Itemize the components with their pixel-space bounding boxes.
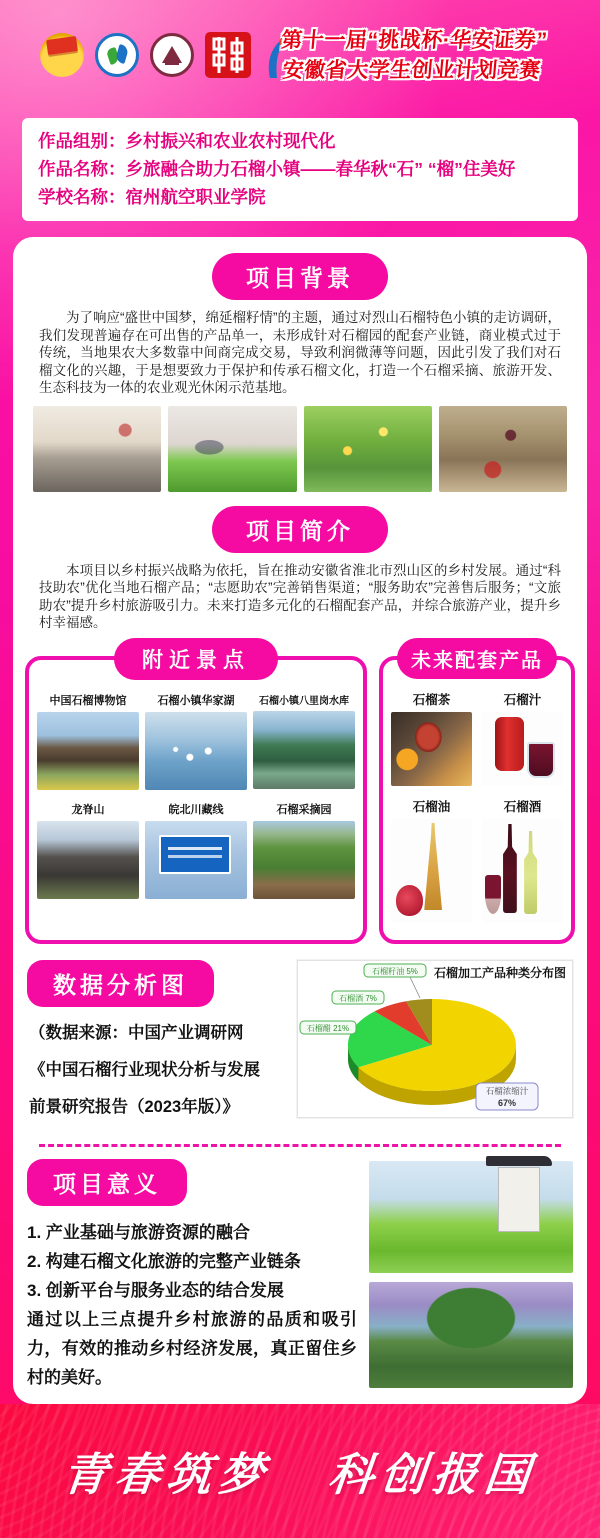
entry-group-label: 作品组别： bbox=[38, 131, 126, 151]
market-stall-photo bbox=[439, 406, 567, 492]
significance-text-column bbox=[27, 1159, 357, 1392]
entry-school-label: 学校名称： bbox=[38, 187, 126, 207]
entry-group-value: 乡村振兴和农业农村现代化 bbox=[125, 131, 336, 151]
attractions-grid bbox=[37, 690, 355, 899]
product-item bbox=[391, 688, 472, 786]
attraction-caption: 石榴小镇华家湖 bbox=[157, 694, 235, 707]
orchard-visit-photo bbox=[304, 406, 432, 492]
baligang-reservoir-photo bbox=[253, 711, 355, 789]
longji-mountain-photo bbox=[37, 821, 139, 899]
seal-pattern bbox=[208, 35, 248, 75]
product-item bbox=[391, 795, 472, 923]
project-background-text: 为了响应“盛世中国梦，绵延榴籽情”的主题，通过对烈山石榴特色小镇的走访调研，我们发现普遍存在可出售的产品单一，未形成针对石榴园的配套产业链，商业模式过于传统，当地果农大多数靠中间商完成交易，导致利润微薄等问题，因此引发了我们对石榴文化的兴趣，于是想要致力于保护和传承石榴文化，打造一个石榴采摘、旅游开发、生态科技为一体的农业观光休闲示范基地。 bbox=[39, 310, 561, 395]
attraction-caption: 皖北川藏线 bbox=[168, 803, 224, 816]
project-background-badge: 项目背景 bbox=[212, 253, 388, 300]
pie-chart-title: 石榴加工产品种类分布图 bbox=[433, 965, 566, 980]
farm-field-photo bbox=[369, 1282, 573, 1388]
pomegranate-fruit bbox=[396, 885, 424, 916]
attraction-item bbox=[37, 799, 139, 899]
attraction-item bbox=[145, 690, 247, 790]
significance-line-3: 3. 创新平台与服务业态的结合发展 bbox=[27, 1280, 284, 1300]
picking-garden-photo bbox=[253, 821, 355, 899]
entry-school-row bbox=[38, 183, 562, 211]
road-sign bbox=[159, 835, 230, 875]
significance-lines bbox=[27, 1218, 357, 1392]
main-content-panel bbox=[13, 237, 587, 1404]
wanbei-road-photo bbox=[145, 821, 247, 899]
products-grid bbox=[391, 688, 563, 923]
terrain-model-photo bbox=[168, 406, 296, 492]
pomegranate-wine-photo bbox=[482, 819, 563, 923]
red-wine-bottle bbox=[503, 824, 517, 913]
white-wine-bottle bbox=[524, 831, 537, 914]
product-item bbox=[482, 688, 563, 786]
entry-info-box bbox=[22, 118, 578, 221]
title-line-1: 第十一届“挑战杯·华安证券” bbox=[280, 29, 549, 52]
juice-can bbox=[495, 717, 524, 772]
oil-bottle bbox=[424, 823, 442, 910]
future-products-badge: 未来配套产品 bbox=[397, 638, 557, 679]
significance-summary: 通过以上三点提升乡村旅游的品质和吸引力，有效的推动乡村经济发展，真正留住乡村的美好。 bbox=[27, 1309, 357, 1387]
background-photo-row bbox=[33, 406, 567, 492]
callout-seed-oil-label: 石榴籽油 5% bbox=[372, 966, 418, 976]
huajia-lake-photo bbox=[145, 712, 247, 790]
callout-leader-line bbox=[410, 977, 420, 998]
significance-line-1: 1. 产业基础与旅游资源的融合 bbox=[27, 1222, 250, 1242]
product-item bbox=[482, 795, 563, 923]
entry-title-value: 乡旅融合助力石榴小镇——春华秋“石” “榴”住美好 bbox=[125, 159, 516, 179]
future-products-box bbox=[379, 649, 575, 944]
attraction-caption: 石榴小镇八里岗水库 bbox=[259, 695, 349, 707]
nearby-attractions-badge: 附近景点 bbox=[114, 638, 278, 680]
nearby-attractions-box bbox=[25, 648, 367, 944]
attraction-caption: 龙脊山 bbox=[71, 803, 105, 816]
pomegranate-town-illustration bbox=[369, 1161, 573, 1273]
red-seal-icon bbox=[205, 32, 251, 78]
juice-glass bbox=[527, 742, 555, 779]
entry-group-row bbox=[38, 127, 562, 155]
source-line-2: 《中国石榴行业现状分析与发展 bbox=[29, 1060, 260, 1079]
data-source-text bbox=[27, 1015, 287, 1126]
data-analysis-badge: 数据分析图 bbox=[27, 960, 214, 1007]
project-intro-text: 本项目以乡村振兴战略为依托，旨在推动安徽省淮北市烈山区的乡村发展。通过“科技助农”优化当地石榴产品；“志愿助农”完善销售渠道；“服务助农”完善售后服务；“文旅助农”提升乡村旅游吸引力。未来打造多元化的石榴配套产品，并综合旅游产业，提升乡村幸福感。 bbox=[39, 562, 561, 630]
data-analysis-section bbox=[27, 960, 573, 1126]
poster-header bbox=[0, 0, 600, 118]
town-tower bbox=[498, 1167, 541, 1232]
attraction-caption: 石榴采摘园 bbox=[276, 803, 332, 816]
entry-school-value: 宿州航空职业学院 bbox=[125, 187, 266, 207]
competition-logo-icon bbox=[95, 33, 139, 77]
product-caption: 石榴油 bbox=[412, 799, 451, 814]
significance-photo-column bbox=[369, 1161, 573, 1392]
project-intro-badge: 项目简介 bbox=[212, 506, 388, 553]
entry-title-label: 作品名称： bbox=[38, 159, 126, 179]
attraction-item bbox=[253, 690, 355, 790]
significance-line-2: 2. 构建石榴文化旅游的完整产业链条 bbox=[27, 1251, 301, 1271]
pomegranate-tea-photo bbox=[391, 712, 472, 786]
pie-chart bbox=[298, 961, 572, 1117]
competition-title bbox=[245, 26, 580, 86]
project-significance-section bbox=[27, 1159, 573, 1392]
slogan-right: 科创报国 bbox=[325, 1448, 540, 1501]
entry-title-row bbox=[38, 155, 562, 183]
analysis-text-column bbox=[27, 960, 287, 1126]
village-meeting-photo bbox=[33, 406, 161, 492]
attraction-item bbox=[145, 799, 247, 899]
youth-league-logo-icon bbox=[40, 33, 84, 77]
footer-banner bbox=[0, 1404, 600, 1538]
pomegranate-museum-photo bbox=[37, 712, 139, 790]
callout-vinegar-label: 石榴醋 21% bbox=[306, 1023, 350, 1033]
feature-boxes-row bbox=[25, 648, 575, 944]
pie-chart-panel bbox=[297, 960, 573, 1118]
callout-wine-label: 石榴酒 7% bbox=[339, 993, 377, 1003]
pomegranate-oil-photo bbox=[391, 819, 472, 923]
slogan-left: 青春筑梦 bbox=[59, 1448, 274, 1501]
product-caption: 石榴茶 bbox=[412, 692, 451, 707]
project-significance-badge: 项目意义 bbox=[27, 1159, 187, 1206]
product-caption: 石榴汁 bbox=[503, 692, 542, 707]
wine-glass bbox=[485, 875, 501, 915]
source-line-3: 前景研究报告（2023年版）》 bbox=[29, 1097, 239, 1116]
university-seal-icon bbox=[150, 33, 194, 77]
attraction-caption: 中国石榴博物馆 bbox=[49, 694, 127, 707]
callout-juice-name: 石榴浓缩汁 bbox=[485, 1085, 529, 1096]
attraction-item bbox=[37, 690, 139, 790]
callout-juice-pct: 67% bbox=[497, 1097, 517, 1108]
dashed-divider bbox=[39, 1144, 561, 1147]
title-line-2: 安徽省大学生创业计划竞赛 bbox=[281, 59, 542, 82]
source-line-1: （数据来源：中国产业调研网 bbox=[29, 1023, 244, 1042]
attraction-item bbox=[253, 799, 355, 899]
pomegranate-juice-photo bbox=[482, 712, 563, 786]
product-caption: 石榴酒 bbox=[503, 799, 542, 814]
